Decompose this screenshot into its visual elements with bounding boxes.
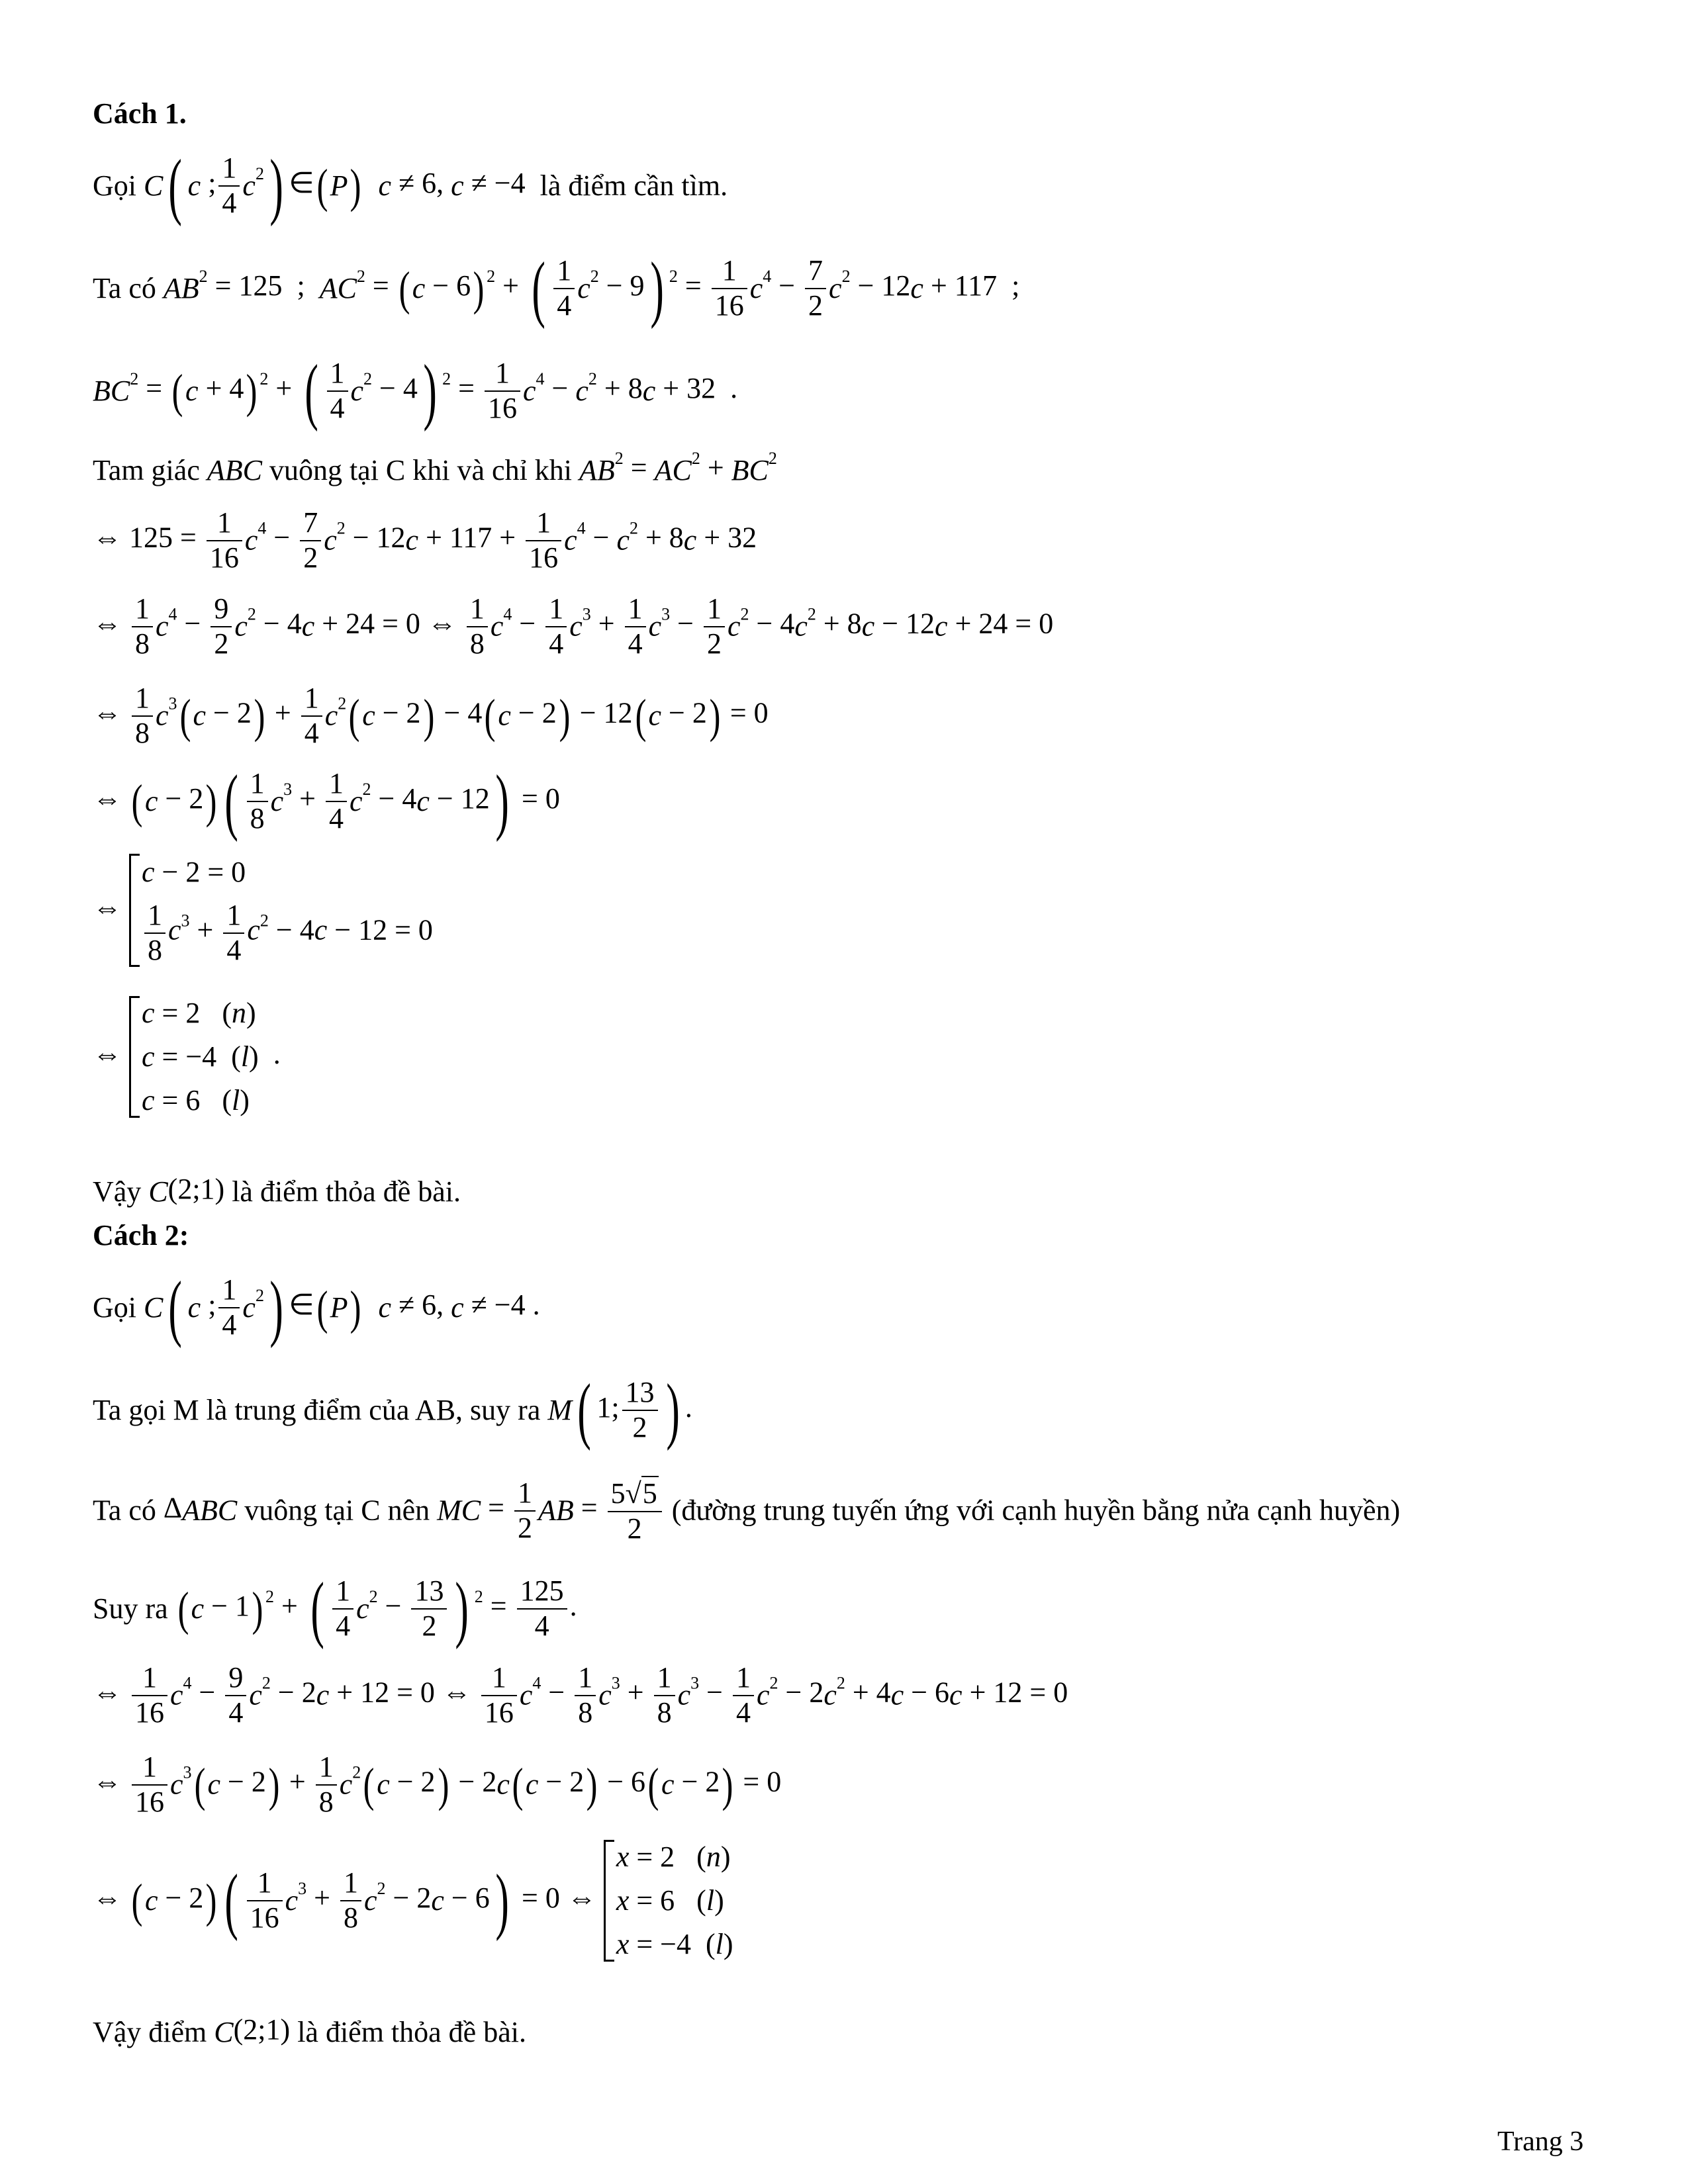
line-conclusion-2: Vậy điểm C(2;1) là điểm thỏa đề bài.	[93, 2013, 526, 2048]
line-eq-4: ⇔ (c − 2) ( $\frac{1}{8}$ $c^3$ + $\frac{1}{4}$ $c^2 - 4c - 12) = 0$	[93, 760, 560, 842]
text-tam-giac: Tam giác	[93, 453, 200, 486]
line-define-c-2: Gọi C( c ; $\frac{1}{4}$ $c^2$) ∈(P) c ≠ 6, c ≠ −4 .	[93, 1267, 540, 1349]
line-mc: Ta có ΔABC vuông tại C nên MC = $\frac{1}{2}$ AB = $\frac{5√5}{2}$ (đường trung tuyến ứng với cạnh huyền bằng nửa cạnh huyền)	[93, 1477, 1401, 1545]
line-eq-3: ⇔ $\frac{1}{8}$ $c^3(c - 2)$ + $\frac{1}{4}$ $c^2(c - 2) - 4(c - 2) - 12(c - 2) = 0$	[93, 682, 769, 749]
text-goi: Gọi	[93, 169, 136, 202]
line-conclusion-1: Vậy C(2;1) là điểm thỏa đề bài.	[93, 1173, 461, 1208]
text-vay: Vậy	[93, 1175, 142, 1208]
text-la-diem-thoa-2: là điểm thỏa đề bài.	[297, 2015, 526, 2048]
line-c2-eq-3: ⇔ (c − 2) ( $\frac{1}{16}$ $c^3$ + $\frac{1}{8}$ $c^2 - 2c - 6) = 0$ ⇔ x = 2 (n) x = 6 (l) x = −4 (l)	[93, 1841, 733, 1960]
text-goi-2: Gọi	[93, 1291, 136, 1324]
line-eq-6-roots: ⇔ c = 2 (n) c = −4 (l) c = 6 (l) .	[93, 997, 281, 1116]
text-vuong-tai-c-nen: vuông tại C nên	[244, 1494, 430, 1527]
text-vay-diem: Vậy điểm	[93, 2015, 207, 2048]
text-la-diem-thoa-1: là điểm thỏa đề bài.	[232, 1175, 461, 1208]
text-ta-co-2: Ta có	[93, 1494, 156, 1527]
line-mc-equation: Suy ra (c − 1) $^2$ + ( $\frac{1}{4}$ $c^2$ − $\frac{13}{2}$ ) $^2$ = $\frac{125}{4}$ .	[93, 1568, 577, 1650]
page-number: Trang 3	[1497, 2126, 1584, 2157]
text-trung-tuyen-note: (đường trung tuyến ứng với cạnh huyền bằng nửa cạnh huyền)	[671, 1494, 1401, 1527]
line-define-c: Gọi C( c ; $\frac{1}{4}$ $c^2$) ∈(P) c ≠ 6, c ≠ −4 là điểm cần tìm.	[93, 145, 728, 227]
system-bracket-2: c = 2 (n) c = −4 (l) c = 6 (l)	[129, 996, 259, 1118]
system-bracket-3: x = 2 (n) x = 6 (l) x = −4 (l)	[604, 1840, 733, 1962]
text-ta-co: Ta có	[93, 272, 156, 304]
line-eq-1: ⇔ 125 = $\frac{1}{16}$ $c^4$ − $\frac{7}{2}$ $c^2 - 12c + 117$ + $\frac{1}{16}$ $c^4 - c^2 + 8c + 32$	[93, 506, 757, 574]
text-suy-ra: Suy ra	[93, 1592, 168, 1625]
line-bc: $BC^2 = (c + 4) ^2$ + ( $\frac{1}{4}$ $c^2 - 4$) $^2$ = $\frac{1}{16}$ $c^4 - c^2 + 8c + 32$ .	[93, 350, 738, 432]
text-la-diem-can-tim: là điểm cần tìm.	[539, 169, 728, 202]
line-ab-ac: Ta có $AB^2 = 125$ ; $AC^2 = (c - 6) ^2$ + ( $\frac{1}{4}$ $c^2 - 9$) $^2$ = $\frac{1}{16}$ $c^4$ − $\frac{7}{2}$ $c^2 - 12c + 117$ ;	[93, 248, 1020, 330]
line-eq-5-system: ⇔ c − 2 = 0 $\frac{1}{8}$ $c^3$ + $\frac{1}{4}$ $c^2 - 4c - 12 = 0$	[93, 854, 433, 967]
section-title-cach-2: Cách 2:	[93, 1219, 189, 1251]
line-eq-2: ⇔ $\frac{1}{8}$ $c^4$ − $\frac{9}{2}$ $c^2 - 4c + 24 = 0$ ⇔ $\frac{1}{8}$ $c^4$ − $\frac{1}{4}$ $c^3$ + $\frac{1}{4}$ $c^3$ − $\frac{1}{2}$ $c^2 - 4c^2 + 8c - 12c + 24 = 0$	[93, 592, 1054, 660]
line-midpoint: Ta gọi M là trung điểm của AB, suy ra M( 1; $\frac{13}{2}$ ) .	[93, 1369, 692, 1451]
text-ta-goi-m: Ta gọi M là trung điểm của AB, suy ra	[93, 1394, 541, 1426]
line-c2-eq-1: ⇔ $\frac{1}{16}$ $c^4$ − $\frac{9}{4}$ $c^2 - 2c + 12 = 0$ ⇔ $\frac{1}{16}$ $c^4$ − $\frac{1}{8}$ $c^3$ + $\frac{1}{8}$ $c^3$ − $\frac{1}{4}$ $c^2 - 2c^2 + 4c - 6c + 12 = 0$	[93, 1661, 1068, 1729]
line-c2-eq-2: ⇔ $\frac{1}{16}$ $c^3(c - 2)$ + $\frac{1}{8}$ $c^2(c - 2) - 2c(c - 2) - 6(c - 2) = 0$	[93, 1751, 782, 1818]
system-bracket-1: c − 2 = 0 $\frac{1}{8}$ $c^3$ + $\frac{1}{4}$ $c^2 - 4c - 12 = 0$	[129, 854, 433, 967]
text-vuong-tai-c: vuông tại C khi và chỉ khi	[269, 453, 573, 486]
line-pythagoras: Tam giác ABC vuông tại C khi và chỉ khi $AB^2 = AC^2 + BC^2$	[93, 449, 777, 486]
section-title-cach-1: Cách 1.	[93, 97, 187, 130]
